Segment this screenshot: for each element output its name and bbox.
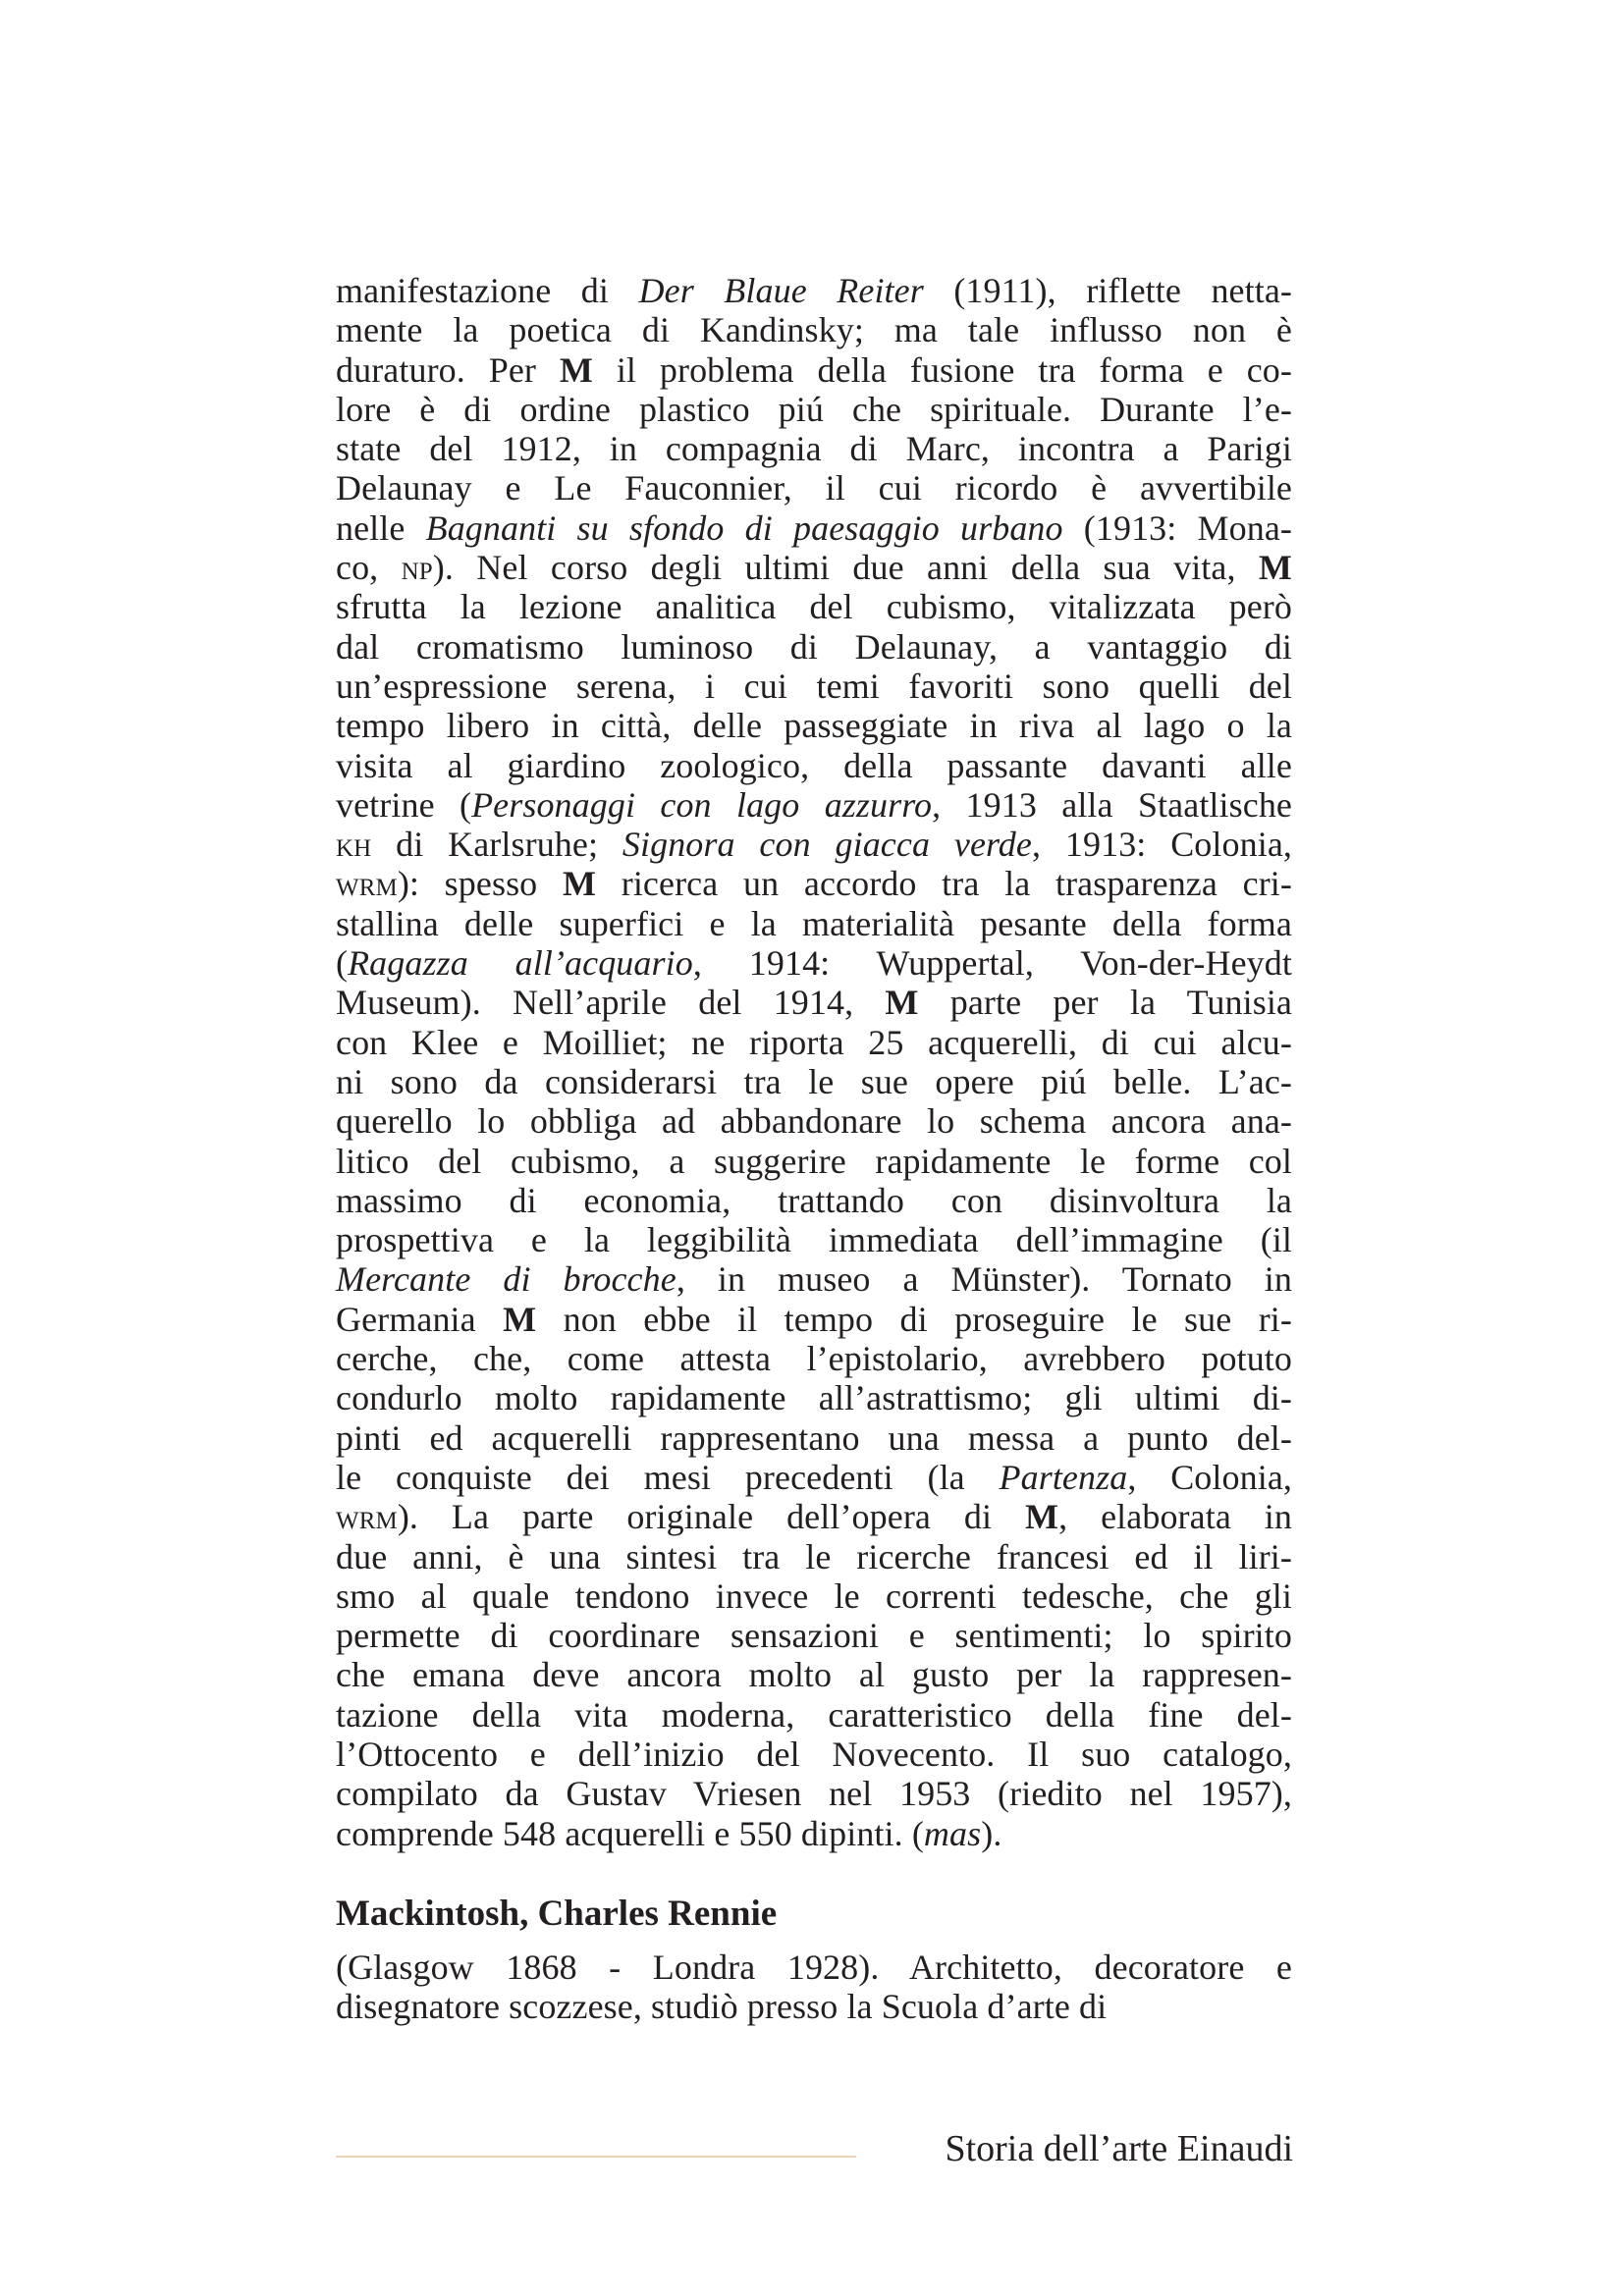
text-line: querello lo obbliga ad abbandonare lo schema ancora ana- [336, 1101, 1292, 1142]
text-line: litico del cubismo, a suggerire rapidamente le forme col [336, 1141, 1292, 1181]
italic-title: Bagnanti su sfondo di paesaggio urbano [425, 507, 1063, 548]
italic-title: Der Blaue Reiter [638, 271, 924, 310]
article-text [336, 271, 1292, 1853]
text-line: prospettiva e la leggibilità immediata dell’immagine (il [336, 1220, 1292, 1260]
text-line: due anni, è una sintesi tra le ricerche francesi ed il liri- [336, 1536, 1292, 1576]
text-line: dal cromatismo luminoso di Delaunay, a vantaggio di [336, 626, 1292, 667]
footer-title: Storia dell’arte Einaudi [945, 2128, 1293, 2169]
text-line: wrm): spesso M ricerca un accordo tra la trasparenza cri- [336, 864, 1293, 904]
text-line: kh di Karlsruhe; Signora con giacca verde, 1913: Colonia, [336, 825, 1292, 865]
text-line: condurlo molto rapidamente all’astrattismo; gli ultimi di- [336, 1378, 1292, 1418]
italic-title: Personaggi con lago azzurro [471, 784, 933, 825]
small-caps-abbrev: np [401, 548, 433, 588]
italic-title: Ragazza all’acquario [348, 943, 693, 984]
small-caps-abbrev: kh [336, 825, 372, 865]
entry-title: Mackintosh, Charles Rennie [336, 1894, 778, 1934]
text-line: Museum). Nell’aprile del 1914, M parte per la Tunisia [336, 983, 1292, 1023]
bold-abbrev: M [559, 349, 593, 390]
text-line: mente la poetica di Kandinsky; ma tale influsso non è [336, 310, 1292, 350]
text-line: visita al giardino zoologico, della passante davanti alle [336, 745, 1292, 785]
text-line: wrm). La parte originale dell’opera di M, elaborata in [336, 1497, 1293, 1537]
text-line: stallina delle superfici e la materialità pesante della forma [336, 903, 1292, 943]
text-line: Delaunay e Le Fauconnier, il cui ricordo è avvertibile [336, 468, 1292, 508]
text-line: (Ragazza all’acquario, 1914: Wuppertal, Von-der-Heydt [336, 943, 1292, 984]
italic-title: mas [923, 1813, 982, 1853]
text-line: un’espressione serena, i cui temi favoriti sono quelli del [336, 666, 1292, 706]
bold-abbrev: M [1025, 1497, 1059, 1537]
text-line: state del 1912, in compagnia di Marc, incontra a Parigi [336, 429, 1292, 469]
text-line: comprende 548 acquerelli e 550 dipinti. (mas). [336, 1813, 1002, 1853]
text-line: permette di coordinare sensazioni e sentimenti; lo spirito [336, 1616, 1292, 1656]
text-line: compilato da Gustav Vriesen nel 1953 (riedito nel 1957), [336, 1774, 1292, 1814]
entry-body [336, 1948, 1292, 2027]
text-line: Germania M non ebbe il tempo di proseguire le sue ri- [336, 1299, 1292, 1339]
bold-abbrev: M [1258, 548, 1292, 588]
text-line: Mercante di brocche, in museo a Münster). Tornato in [336, 1259, 1292, 1300]
small-caps-abbrev: wrm [336, 1497, 398, 1537]
text-line: duraturo. Per M il problema della fusione tra forma e co- [336, 349, 1292, 390]
text-line: pinti ed acquerelli rappresentano una messa a punto del- [336, 1417, 1292, 1458]
bold-abbrev: M [503, 1299, 537, 1339]
text-line: l’Ottocento e dell’inizio del Novecento. Il suo catalogo, [336, 1734, 1292, 1774]
italic-title: Signora con giacca verde [622, 825, 1032, 865]
text-line: manifestazione di Der Blaue Reiter (1911), riflette netta- [336, 271, 1292, 310]
text-line: sfrutta la lezione analitica del cubismo, vitalizzata però [336, 587, 1292, 627]
text-line: (Glasgow 1868 - Londra 1928). Architetto, decoratore e [336, 1948, 1292, 1987]
text-line: tazione della vita moderna, caratteristico della fine del- [336, 1694, 1292, 1735]
text-line: tempo libero in città, delle passeggiate in riva al lago o la [336, 706, 1292, 746]
text-line: co, np). Nel corso degli ultimi due anni della sua vita, M [336, 548, 1292, 588]
italic-title: Partenza [999, 1457, 1128, 1497]
footer-rule [336, 2156, 856, 2158]
text-line: lore è di ordine plastico piú che spirituale. Durante l’e- [336, 389, 1292, 429]
text-line: massimo di economia, trattando con disinvoltura la [336, 1180, 1292, 1220]
text-line: che emana deve ancora molto al gusto per la rappresen- [336, 1655, 1292, 1695]
text-line: con Klee e Moilliet; ne riporta 25 acquerelli, di cui alcu- [336, 1022, 1292, 1062]
bold-abbrev: M [885, 983, 919, 1023]
article-continuation [336, 271, 1292, 1853]
entry-text [336, 1948, 1292, 2027]
text-line: le conquiste dei mesi precedenti (la Partenza, Colonia, [336, 1457, 1292, 1497]
text-line: ni sono da considerarsi tra le sue opere piú belle. L’ac- [336, 1061, 1292, 1101]
bold-abbrev: M [562, 864, 597, 904]
small-caps-abbrev: wrm [336, 864, 398, 904]
text-line: smo al quale tendono invece le correnti tedesche, che gli [336, 1575, 1292, 1616]
text-line: cerche, che, come attesta l’epistolario, avrebbero potuto [336, 1339, 1292, 1379]
text-line: disegnatore scozzese, studiò presso la Scuola d’arte di [336, 1987, 1108, 2027]
italic-title: Mercante di brocche [336, 1259, 676, 1300]
text-line: nelle Bagnanti su sfondo di paesaggio urbano (1913: Mona- [336, 507, 1292, 548]
text-line: vetrine (Personaggi con lago azzurro, 1913 alla Staatlische [336, 784, 1292, 825]
